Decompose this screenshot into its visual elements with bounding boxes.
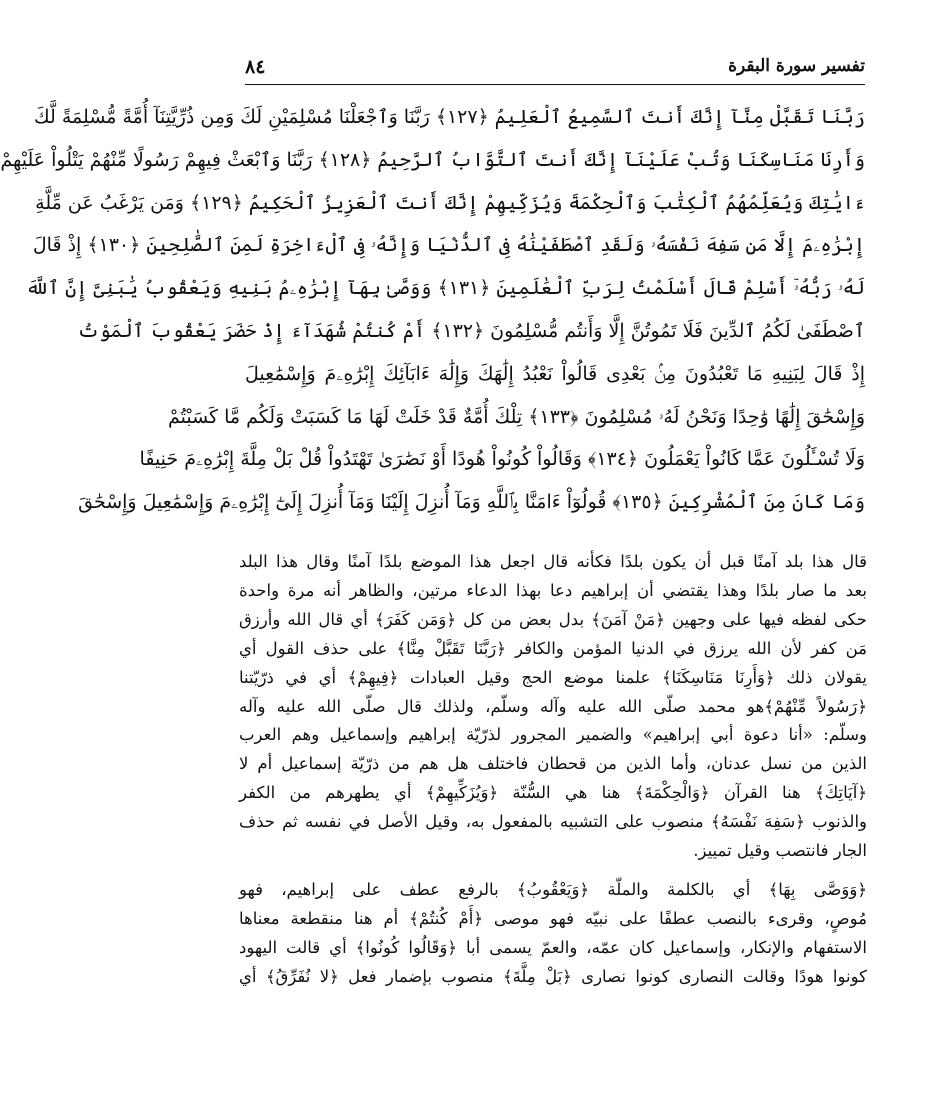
commentary-line: مُوصٍ، وقرىء بالنصب عطفًا على نبيّه فهو موصى ﴿أَمْ كُنتُمْ﴾ أم هنا منقطعة معناها bbox=[239, 908, 867, 928]
commentary-line: قال هذا بلد آمنًا قبل أن يكون بلدًا فكأنه قال اجعل هذا الموضع بلدًا آمنًا وقال هذا البلد bbox=[239, 552, 867, 571]
commentary-line: ﴿وَوَصَّى بِهَا﴾ أي بالكلمة والملّة ﴿وَيَعْقُوبُ﴾ بالرفع عطف على إبراهيم، فهو bbox=[239, 879, 867, 899]
paragraph-gap bbox=[239, 866, 867, 876]
commentary-line: وسلّم: «أنا دعوة أبي إبراهيم» والضمير المجرور لذرّيّة إبراهيم وإسماعيل وهم العرب bbox=[239, 725, 867, 745]
quran-line: وَأَرِنَا مَنَاسِكَنَا وَتُبْ عَلَيْنَآ إِنَّكَ أَنتَ ٱلتَّوَّابُ ٱلرَّحِيمُ ﴿١٢٨﴾ رَبَّنَا وَٱبْعَثْ فِيهِمْ رَسُولًا مِّنْهُمْ يَتْلُواْ عَلَيْهِمْ bbox=[0, 148, 865, 171]
quran-line: وَإِسْحَٰقَ إِلَٰهًا وَٰحِدًا وَنَحْنُ لَهُۥ مُسْلِمُونَ ﴿١٣٣﴾ تِلْكَ أُمَّةٌ قَدْ خَلَتْ لَهَا مَا كَسَبَتْ وَلَكُم مَّا كَسَبْتُمْ bbox=[167, 405, 865, 428]
commentary-line: الاستفهام والإنكار، وإسماعيل كان عمّه، والعمّ يسمى أبا ﴿وَقَالُوا كُونُوا﴾ أي قالت اليهود bbox=[239, 937, 867, 957]
commentary-paragraph bbox=[239, 548, 867, 866]
commentary-line: كونوا هودًا وقالت النصارى كونوا نصارى ﴿بَلْ مِلَّةَ﴾ منصوب بإضمار فعل ﴿لا نُفَرِّقُ﴾ أي bbox=[239, 966, 867, 986]
quran-line: وَلَا تُسْـَٔلُونَ عَمَّا كَانُواْ يَعْمَلُونَ ﴿١٣٤﴾ وَقَالُواْ كُونُواْ هُودًا أَوْ نَصَٰرَىٰ تَهْتَدُواْ قُلْ بَلْ مِلَّةَ إِبْرَٰهِۦمَ حَنِيفًا bbox=[139, 448, 865, 471]
commentary-line: يقولان ذلك ﴿وَأَرِنَا مَنَاسِكَنَا﴾ علمنا موضع الحج وقيل العبادات ﴿فِيهِمْ﴾ أي في ذرّيّتنا bbox=[239, 667, 867, 687]
commentary-paragraph bbox=[239, 876, 867, 992]
commentary-line: حكى لفظه فيها على وجهين ﴿مَنْ آمَنَ﴾ بدل بعض من كل ﴿وَمَن كَفَرَ﴾ أي قال الله وأرزق bbox=[239, 609, 867, 629]
quran-verses-block bbox=[0, 96, 865, 524]
page-number: ٨٤ bbox=[245, 56, 266, 78]
quran-line: ءَايَٰتِكَ وَيُعَلِّمُهُمُ ٱلْكِتَٰبَ وَٱلْحِكْمَةَ وَيُزَكِّيهِمْ إِنَّكَ أَنتَ ٱلْعَزِيزُ ٱلْحَكِيمُ ﴿١٢٩﴾ وَمَن يَرْغَبُ عَن مِّلَّةِ bbox=[35, 191, 865, 214]
quran-line: وَمَا كَانَ مِنَ ٱلْمُشْرِكِينَ ﴿١٣٥﴾ قُولُوٓاْ ءَامَنَّا بِٱللَّهِ وَمَآ أُنزِلَ إِلَيْنَا وَمَآ أُنزِلَ إِلَىٰٓ إِبْرَٰهِۦمَ وَإِسْمَٰعِيلَ وَإِسْحَٰقَ bbox=[78, 491, 865, 514]
quran-line: إِذْ قَالَ لِبَنِيهِ مَا تَعْبُدُونَ مِنۢ بَعْدِى قَالُواْ نَعْبُدُ إِلَٰهَكَ وَإِلَٰهَ ءَابَآئِكَ إِبْرَٰهِۦمَ وَإِسْمَٰعِيلَ bbox=[245, 362, 865, 385]
quran-line: ٱصْطَفَىٰ لَكُمُ ٱلدِّينَ فَلَا تَمُوتُنَّ إِلَّا وَأَنتُم مُّسْلِمُونَ ﴿١٣٢﴾ أَمْ كُنتُمْ شُهَدَآءَ إِذْ حَضَرَ يَعْقُوبَ ٱلْمَوْتُ bbox=[77, 319, 865, 342]
commentary-line: ﴿آيَاتِكَ﴾ هنا القرآن ﴿وَالْحِكْمَةَ﴾ هنا هي السُّنّة ﴿وَيُزَكِّيهِمْ﴾ أي يطهرهم من الكفر bbox=[239, 783, 867, 803]
quran-line: رَبَّنَا تَقَبَّلْ مِنَّآ إِنَّكَ أَنتَ ٱلسَّمِيعُ ٱلْعَلِيمُ ﴿١٢٧﴾ رَبَّنَا وَٱجْعَلْنَا مُسْلِمَيْنِ لَكَ وَمِن ذُرِّيَّتِنَآ أُمَّةً مُّسْلِمَةً لَّكَ bbox=[34, 106, 865, 128]
commentary-line: ﴿رَسُولاً مِّنْهُمْ﴾هو محمد صلّى الله عليه وآله وسلّم، ولذلك قال صلّى الله عليه وآله bbox=[239, 696, 867, 716]
commentary-text bbox=[239, 548, 867, 992]
commentary-line: مَن كفر لأن الله يرزق في الدنيا المؤمن والكافر ﴿رَبَّنَا تَقَبَّلْ مِنَّا﴾ على حذف القول أي bbox=[239, 638, 867, 658]
commentary-line: والذنوب ﴿سَفِهَ نَفْسَهُ﴾ منصوب على التشبيه بالمفعول به، وقيل الأصل في نفسه ثم حذف bbox=[239, 812, 867, 832]
commentary-line: بعد ما صار بلدًا وهذا يقتضي أن إبراهيم دعا بهذا الدعاء مرتين، والظاهر أنه مرة واحدة bbox=[239, 580, 867, 600]
quran-line: إِبْرَٰهِۦمَ إِلَّا مَن سَفِهَ نَفْسَهُۥ وَلَقَدِ ٱصْطَفَيْنَٰهُ فِى ٱلدُّنْيَا وَإِنَّهُۥ فِى ٱلْءَاخِرَةِ لَمِنَ ٱلصَّٰلِحِينَ ﴿١٣٠﴾ إِذْ قَالَ bbox=[32, 234, 865, 257]
page-header bbox=[245, 50, 865, 85]
quran-line: لَهُۥ رَبُّهُۥٓ أَسْلِمْ قَالَ أَسْلَمْتُ لِرَبِّ ٱلْعَٰلَمِينَ ﴿١٣١﴾ وَوَصَّىٰ بِهَآ إِبْرَٰهِۦمُ بَنِيهِ وَيَعْقُوبُ يَٰبَنِىَّ إِنَّ ٱللَّهَ bbox=[25, 277, 865, 300]
running-title: تفسير سورة البقرة bbox=[728, 56, 865, 76]
commentary-line: الجار فانتصب وقيل تمييز. bbox=[693, 841, 867, 861]
commentary-line: الذين من نسل عدنان، وأما الذين من قحطان فاختلف هل هم من ذرّيّة إسماعيل أم لا bbox=[239, 754, 867, 774]
